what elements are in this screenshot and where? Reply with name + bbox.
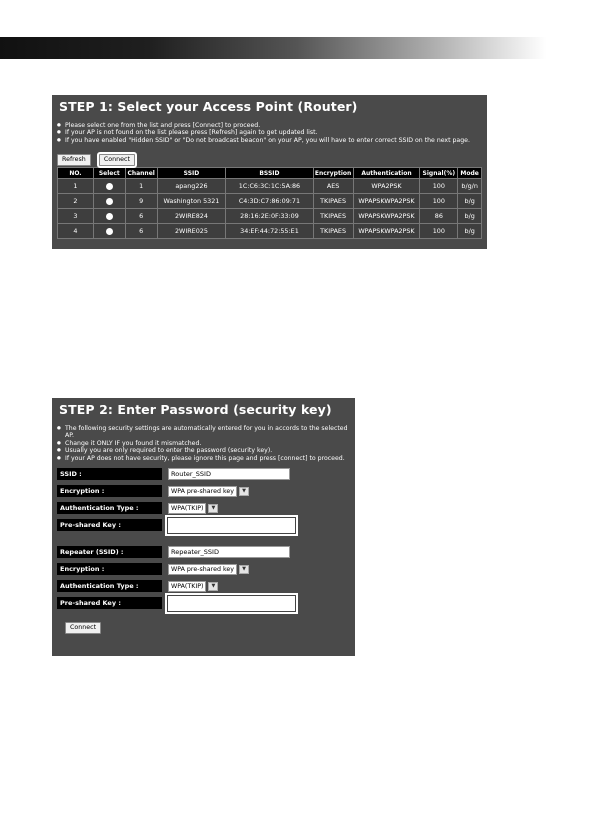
cell-bssid: 34:EF:44:72:55:E1: [226, 224, 313, 239]
cell-authentication: WPAPSKWPA2PSK: [353, 209, 420, 224]
cell-authentication: WPAPSKWPA2PSK: [353, 224, 420, 239]
cell-mode: b/g: [458, 209, 482, 224]
col-select: Select: [93, 168, 125, 179]
table-row: [58, 224, 482, 239]
col-encryption: Encryption: [314, 169, 352, 177]
ssid-label: SSID :: [57, 468, 162, 480]
cell-bssid: 1C:C6:3C:1C:5A:86: [226, 179, 313, 194]
cell-bssid: C4:3D:C7:86:09:71: [226, 194, 313, 209]
table-row: [58, 179, 482, 194]
cell-no: 1: [58, 179, 94, 194]
cell-signal: 100: [420, 179, 458, 194]
chevron-down-icon[interactable]: ▼: [239, 565, 249, 574]
cell-authentication: WPAPSKWPA2PSK: [353, 194, 420, 209]
cell-ssid: Washington 5321: [157, 194, 226, 209]
repeater-ssid-input[interactable]: Repeater_SSID: [168, 546, 290, 558]
pre-shared-key-input[interactable]: [168, 518, 295, 533]
ssid-input[interactable]: Router_SSID: [168, 468, 290, 480]
table-row: [58, 209, 482, 224]
cell-ssid: apang226: [157, 179, 226, 194]
col-ssid: SSID: [157, 168, 226, 179]
step2-note: ● Usually you are only required to enter the password (security key).: [57, 447, 350, 454]
encryption-select[interactable]: WPA pre-shared key: [168, 486, 237, 497]
auth-type-select[interactable]: WPA(TKIP): [168, 503, 206, 514]
table-header-row: [58, 168, 482, 179]
cell-signal: 86: [420, 209, 458, 224]
cell-ssid: 2WIRE824: [157, 209, 226, 224]
repeater-ssid-label: Repeater (SSID) :: [57, 546, 162, 558]
cell-ssid: 2WIRE025: [157, 224, 226, 239]
cell-no: 4: [58, 224, 94, 239]
auth-type-label: Authentication Type :: [57, 502, 162, 514]
repeater-auth-type-label: Authentication Type :: [57, 580, 162, 592]
step2-title: STEP 2: Enter Password (security key): [59, 402, 332, 417]
step2-notes: [57, 425, 350, 462]
cell-authentication: WPA2PSK: [353, 179, 420, 194]
repeater-pre-shared-key-label: Pre-shared Key :: [57, 597, 162, 609]
repeater-encryption-select[interactable]: WPA pre-shared key: [168, 564, 237, 575]
step1-note: ● If your AP is not found on the list please press [Refresh] again to get updated list.: [57, 129, 482, 136]
repeater-encryption-label: Encryption :: [57, 563, 162, 575]
cell-channel: 6: [125, 209, 157, 224]
cell-channel: 6: [125, 224, 157, 239]
table-row: [58, 194, 482, 209]
step2-note: ● The following security settings are automatically entered for you in accords to the selected AP.: [57, 425, 350, 440]
cell-no: 3: [58, 209, 94, 224]
cell-channel: 9: [125, 194, 157, 209]
step2-note: ● If your AP does not have security, please ignore this page and press [connect] to proceed.: [57, 455, 350, 462]
select-radio[interactable]: [106, 183, 113, 190]
step2-panel: [52, 398, 355, 656]
step1-title: STEP 1: Select your Access Point (Router): [59, 99, 358, 114]
chevron-down-icon[interactable]: ▼: [208, 582, 218, 591]
col-bssid: BSSID: [226, 168, 313, 179]
cell-channel: 1: [125, 179, 157, 194]
encryption-label: Encryption :: [57, 485, 162, 497]
cell-mode: b/g/n: [458, 179, 482, 194]
col-channel: Channel: [125, 168, 157, 179]
cell-encryption: TKIPAES: [313, 194, 353, 209]
select-radio[interactable]: [106, 228, 113, 235]
col-no: NO.: [58, 168, 94, 179]
cell-signal: 100: [420, 224, 458, 239]
step1-panel: [52, 95, 487, 249]
step1-notes: [57, 122, 482, 144]
col-authentication: Authentication: [353, 168, 420, 179]
header-bar: [0, 37, 594, 59]
repeater-settings: [57, 545, 350, 610]
refresh-button[interactable]: Refresh: [57, 154, 91, 166]
select-radio[interactable]: [106, 213, 113, 220]
repeater-auth-type-select[interactable]: WPA(TKIP): [168, 581, 206, 592]
router-settings: [57, 467, 350, 532]
col-signal: Signal(%): [420, 168, 458, 179]
cell-signal: 100: [420, 194, 458, 209]
cell-encryption: TKIPAES: [313, 224, 353, 239]
cell-encryption: AES: [313, 179, 353, 194]
step2-connect-button[interactable]: Connect: [65, 622, 101, 634]
col-mode: Mode: [458, 168, 482, 179]
chevron-down-icon[interactable]: ▼: [208, 504, 218, 513]
cell-mode: b/g: [458, 224, 482, 239]
chevron-down-icon[interactable]: ▼: [239, 487, 249, 496]
cell-mode: b/g: [458, 194, 482, 209]
connect-button[interactable]: Connect: [99, 154, 135, 166]
step2-note: ● Change it ONLY IF you found it mismatched.: [57, 440, 350, 447]
select-radio[interactable]: [106, 198, 113, 205]
step1-note: ● Please select one from the list and press [Connect] to proceed.: [57, 122, 482, 129]
repeater-pre-shared-key-input[interactable]: [168, 596, 295, 611]
cell-bssid: 28:16:2E:0F:33:09: [226, 209, 313, 224]
access-point-table: [57, 167, 482, 239]
pre-shared-key-label: Pre-shared Key :: [57, 519, 162, 531]
step1-note: ● If you have enabled "Hidden SSID" or "Do not broadcast beacon" on your AP, you will have to enter correct SSID on the next page.: [57, 137, 482, 144]
cell-encryption: TKIPAES: [313, 209, 353, 224]
cell-no: 2: [58, 194, 94, 209]
